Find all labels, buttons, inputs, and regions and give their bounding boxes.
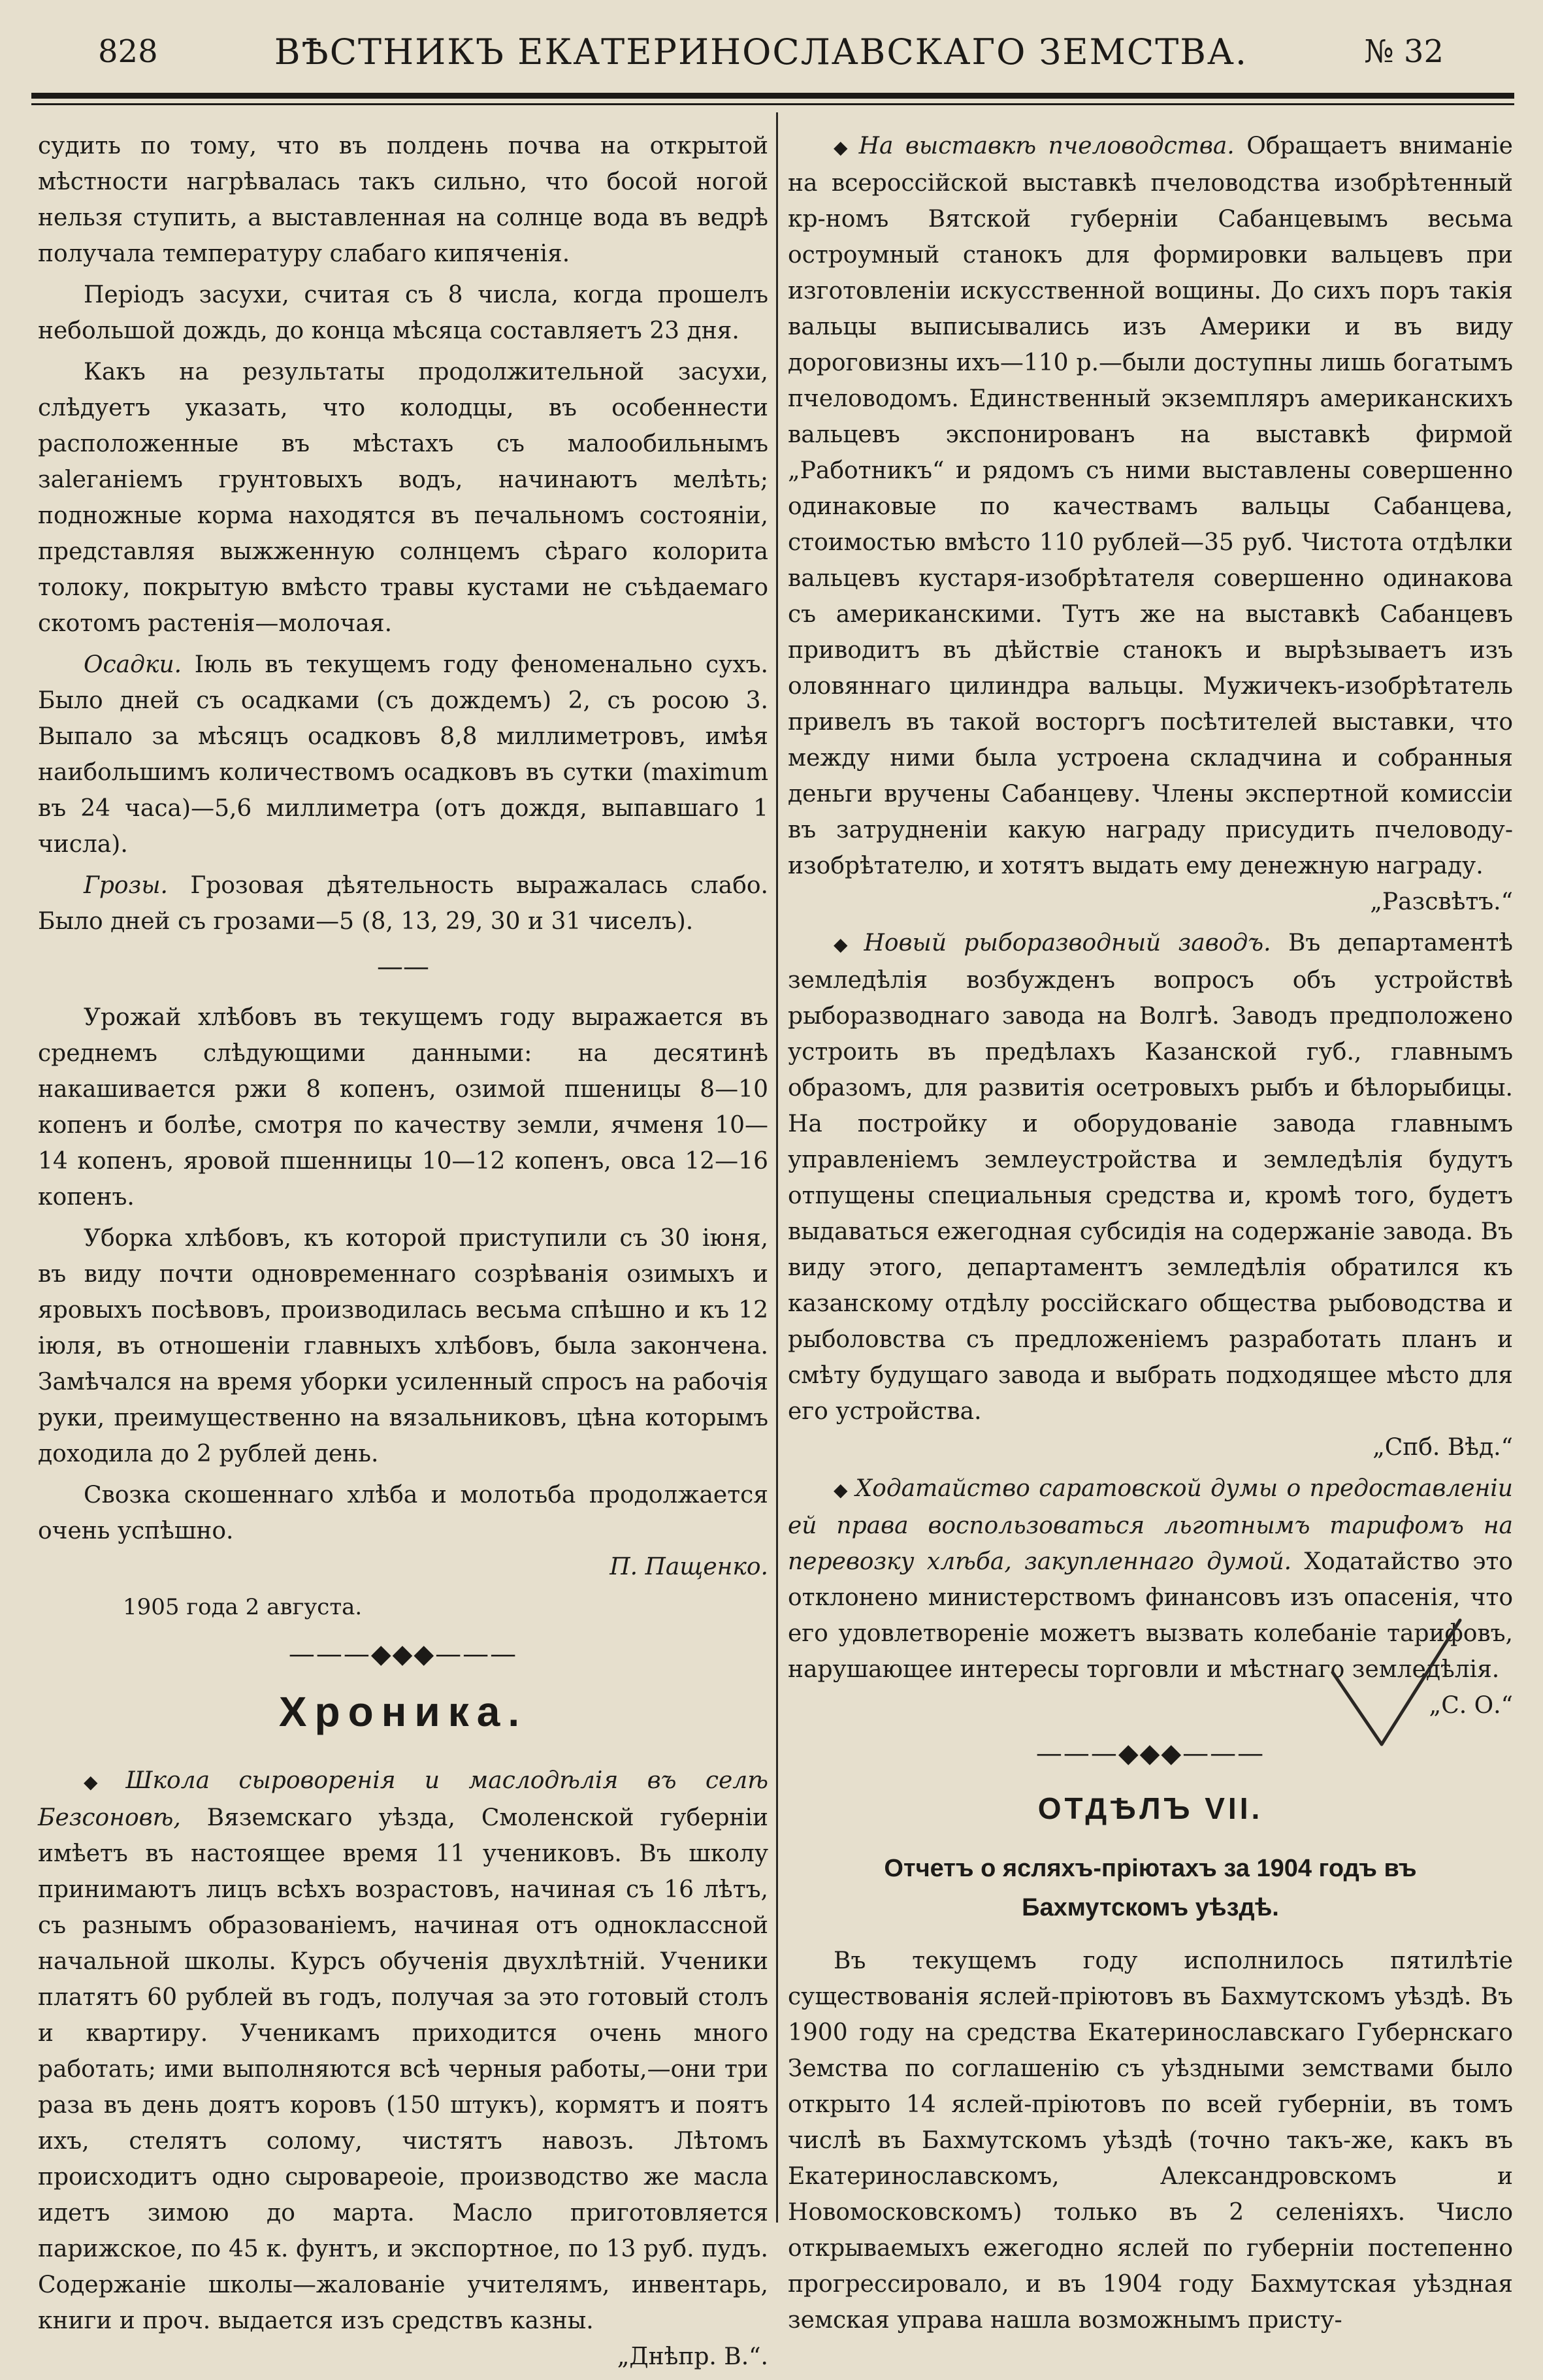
paragraph-harvest: Урожай хлѣбовъ въ текущемъ году выражается въ среднемъ слѣдующими данными: на десятинѣ накашивается ржи 8 копенъ, озимой пшеницы 8—10 копенъ и болѣе, смотря по качеству земли, ячменя 10—14 копенъ, яровой пшенницы 10—12 копенъ, овса 12—16 копенъ. xyxy=(38,1004,768,1211)
chronicle-heading: Хроника. xyxy=(278,1688,528,1735)
precipitation-label: Осадки. xyxy=(84,651,182,678)
paragraph-beekeeping xyxy=(788,128,1513,920)
paragraph-heat: судить по тому, что въ полдень почва на открытой мѣстности нагрѣвалась такъ сильно, что босой ногой нельзя ступить, а выставленная на солнце вода въ ведрѣ получала температуру слабаго кипяченія. xyxy=(38,133,768,267)
transport-text: Свозка скошеннаго хлѣба и молотьба продолжается очень успѣшно. xyxy=(38,1482,768,1544)
cheese-school-text: Вяземскаго уѣзда, Смоленской губерніи имѣетъ въ настоящее время 11 учениковъ. Въ школу принимаютъ лицъ всѣхъ возрастовъ, начиная съ 16 лѣтъ, съ разнымъ образованіемъ, начиная отъ одноклассной начальной школы. Курсъ обученія двухлѣтній. Ученики платятъ 60 рублей въ годъ, получая за это готовый столъ и квартиру. Ученикамъ приходится очень много работать; ими выполняются всѣ черныя работы,—они три раза въ день доятъ коровъ (150 штукъ), кормятъ и поятъ ихъ, стелятъ солому, чистятъ навозъ. Лѣтомъ происходитъ одно сыровареоіе, производство же масла идетъ зимою до марта. Масло приготовляется парижское, по 45 к. фунтъ, и экспортное, по 13 руб. пудъ. Содержаніе школы—жалованіе учителямъ, инвентарь, книги и проч. выдается изъ средствъ казны. xyxy=(38,1804,768,2334)
page-header xyxy=(98,22,1444,81)
paragraph-storms xyxy=(38,868,768,939)
fish-plant-text: Въ департаментѣ земледѣлія возбужденъ вопросъ объ устройствѣ рыборазводнаго завода на Волгѣ. Заводъ предположено устроить въ предѣлахъ Казанской губ., главнымъ образомъ, для развитія осетровыхъ рыбъ и бѣлорыбицы. На постройку и оборудованіе завода главнымъ управленіемъ землеустройства и земледѣлія будутъ отпущены специальныя средства и, кромѣ того, будетъ выдаваться ежегодная субсидія на содержаніе завода. Въ виду этого, департаментъ земледѣлія обратился къ казанскому отдѣлу россійскаго общества рыбоводства и рыболовства съ предложеніемъ разработать планъ и смѣту будущаго завода и выбрать подходящее мѣсто для его устройства. xyxy=(788,930,1513,1425)
fish-plant-source: „Спб. Вѣд.“ xyxy=(1372,1434,1513,1461)
paragraph-transport xyxy=(38,1477,768,1585)
beekeeping-source: „Разсвѣтъ.“ xyxy=(1370,888,1513,915)
left-column xyxy=(38,128,768,2380)
ornament-divider: ———◆◆◆——— xyxy=(1035,1738,1265,1769)
saratov-source: „С. О.“ xyxy=(1429,1692,1513,1719)
paragraph-nurseries: Въ текущемъ году исполнилось пятилѣтіе существованія яслей-пріютовъ въ Бахмутскомъ уѣздѣ. Въ 1900 году на средства Екатеринославскаго Губернскаго Земства по соглашенію съ уѣздными земствами было открыто 14 яслей-пріютовъ по всей губерніи, въ томъ числѣ въ Бахмутскомъ уѣздѣ (точно такъ-же, какъ въ Екатеринославскомъ, Александровскомъ и Новомосковскомъ) только въ 2 селеніяхъ. Число открываемыхъ ежегодно яслей по губерніи постепенно прогрессировало, и въ 1904 году Бахмутская уѣздная земская управа нашла возможнымъ присту- xyxy=(788,1948,1513,2334)
saratov-label: Ходатайство саратовской думы о предоставленіи ей права воспользоваться льготнымъ тарифомъ на перевозку хлѣба, закупленнаго думой. xyxy=(788,1475,1513,1575)
journal-title: ВѢСТНИКЪ ЕКАТЕРИНОСЛАВСКАГО ЗЕМСТВА. xyxy=(274,31,1248,73)
paragraph-precipitation xyxy=(38,647,768,862)
column-divider xyxy=(776,112,778,2223)
cheese-school-source: „Днѣпр. В.“. xyxy=(617,2343,768,2370)
bullet-icon: ◆ xyxy=(834,137,853,158)
cheese-school-label: Школа сыроворенія и маслодѣлія въ селѣ Безсоновѣ, xyxy=(38,1767,768,1831)
paragraph-cheese-school xyxy=(38,1763,768,2375)
ornament-divider: ———◆◆◆——— xyxy=(288,1639,518,1669)
header-rule-thick xyxy=(31,93,1514,99)
paragraph-drought-results: Какъ на результаты продолжительной засухи, слѣдуетъ указать, что колодцы, въ особеннести расположенные въ мѣстахъ съ малообильнымъ заleганіемъ грунтовыхъ водъ, начинаютъ мелѣть; подножные корма находятся въ печальномъ состояніи, представляя выжженную солнцемъ сѣраго колорита толоку, покрытую вмѣсто травы кустами не съѣдаемаго скотомъ растенія—молочая. xyxy=(38,359,768,637)
report-date: 1905 года 2 августа. xyxy=(123,1594,363,1620)
author-signature: П. Пащенко. xyxy=(609,1554,768,1580)
precipitation-text: Іюль въ текущемъ году феноменально сухъ. Было дней съ осадками (съ дождемъ) 2, съ росою 3. Выпало за мѣсяцъ осадковъ 8,8 миллиметровъ, имѣя наибольшимъ количествомъ осадковъ въ сутки (maximum въ 24 часа)—5,6 миллиметра (отъ дождя, выпавшаго 1 числа). xyxy=(38,651,768,858)
department-heading: ОТДѢЛЪ VII. xyxy=(1037,1791,1263,1825)
paragraph-harvesting: Уборка хлѣбовъ, къ которой приступили съ 30 іюня, въ виду почти одновременнаго созрѣванія озимыхъ и яровыхъ посѣвовъ, производилась весьма спѣшно и къ 12 іюля, въ отношеніи главныхъ хлѣбовъ, была закончена. Замѣчался на время уборки усиленный спросъ на рабочія руки, преимущественно на вязальниковъ, цѣна которымъ доходила до 2 рублей день. xyxy=(38,1225,768,1467)
section-separator: —— xyxy=(377,952,429,982)
handwritten-checkmark xyxy=(1320,1614,1470,1757)
paragraph-fish-plant xyxy=(788,925,1513,1465)
bullet-icon: ◆ xyxy=(834,934,858,955)
beekeeping-label: На выставкѣ пчеловодства. xyxy=(858,133,1235,159)
storms-text: Грозовая дѣятельность выражалась слабо. Было дней съ грозами—5 (8, 13, 29, 30 и 31 чиселъ). xyxy=(38,872,768,935)
paragraph-drought-period: Періодъ засухи, считая съ 8 числа, когда прошелъ небольшой дождь, до конца мѣсяца составляетъ 23 дня. xyxy=(38,282,768,344)
storms-label: Грозы. xyxy=(84,872,168,899)
saratov-text: Ходатайство это отклонено министерствомъ финансовъ изъ опасенія, что его удовлетвореніе можетъ вызвать колебаніе тарифовъ, нарушающее интересы торговли и мѣстнаго земледѣлія. xyxy=(788,1548,1513,1683)
issue-number: № 32 xyxy=(1364,33,1444,70)
bullet-icon: ◆ xyxy=(84,1771,120,1793)
beekeeping-text: Обращаетъ вниманіе на всероссійской выставкѣ пчеловодства изобрѣтенный кр-номъ Вятской губерніи Сабанцевымъ весьма остроумный станокъ для формировки вальцевъ при изготовленіи искусственной вощины. До сихъ поръ такія вальцы выписывались изъ Америки и въ виду дороговизны ихъ—110 р.—были доступны лишь богатымъ пчеловодомъ. Единственный экземпляръ американскихъ вальцевъ экспонированъ на выставкѣ фирмой „Работникъ“ и рядомъ съ ними выставлены совершенно одинаковые по качествамъ вальцы Сабанцева, стоимостью вмѣсто 110 рублей—35 руб. Чистота отдѣлки вальцевъ кустаря-изобрѣтателя совершенно одинакова съ американскими. Тутъ же на выставкѣ Сабанцевъ приводитъ въ дѣйствіе станокъ и вырѣзываетъ изъ оловяннаго цилиндра вальцы. Мужичекъ-изобрѣтатель привелъ въ такой восторгъ посѣтителей выставки, что между ними была устроена складчина и собранныя деньги вручены Сабанцеву. Члены экспертной комиссіи въ затрудненіи какую награду присудить пчеловоду-изобрѣтателю, и хотятъ выдать ему денежную награду. xyxy=(788,133,1513,879)
fish-plant-label: Новый рыборазводный заводъ. xyxy=(864,930,1271,956)
header-rule-thin xyxy=(31,103,1514,105)
bullet-icon: ◆ xyxy=(834,1479,849,1501)
right-column xyxy=(788,128,1513,2343)
page-number: 828 xyxy=(98,33,158,70)
report-title: Отчетъ о ясляхъ-пріютахъ за 1904 годъ въ Бахмутскомъ уѣздѣ. xyxy=(884,1855,1417,1921)
